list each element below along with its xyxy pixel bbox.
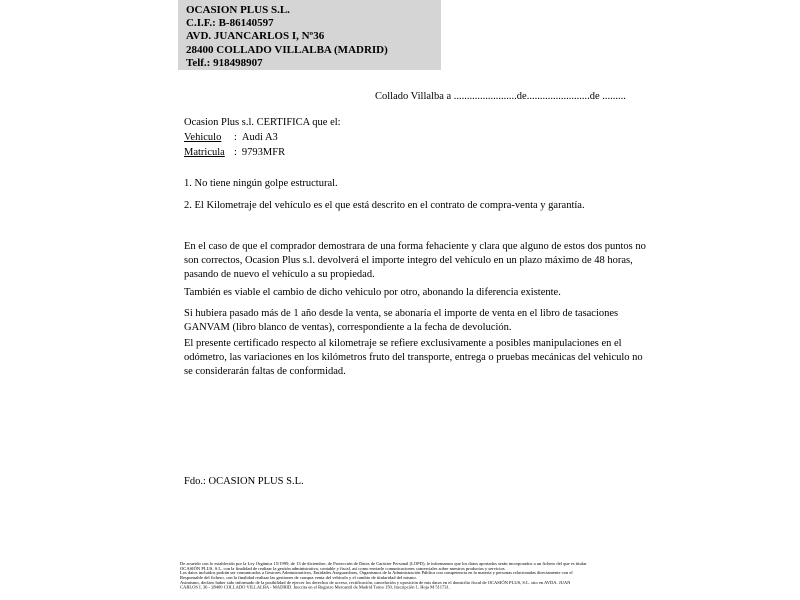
paragraph-exchange-option <box>184 286 561 300</box>
paragraph-line: son correctos, Ocasion Plus s.l. devolverá el importe integro del vehículo en un plazo máximo de 48 horas, <box>184 255 633 266</box>
paragraph-line: GANVAM (libro blanco de ventas), correspondiente a la fecha de devolución. <box>184 322 512 333</box>
plate-separator: : <box>234 147 237 158</box>
legal-line: OCASIÓN PLUS, S.L. con la finalidad de realizar la gestión administrativa, contable y fiscal, así como enviarle comunicaciones comerciales sobre nuestros productos y servicios. <box>180 566 506 572</box>
paragraph-refund-policy <box>184 240 646 282</box>
vehicle-separator: : <box>234 132 237 143</box>
legal-line: Responsable del fichero, con la finalidad realizar las gestiones de compra venta del vehículo y el cambio de titularidad del mismo. <box>180 575 417 581</box>
signature-line: Fdo.: OCASION PLUS S.L. <box>184 476 304 487</box>
certify-statement: Ocasion Plus s.l. CERTIFICA que el: <box>184 117 341 128</box>
legal-line: CARLOS I, 36 - 28400 COLLADO VILLALBA - MADRID. Inscrita en el Registro Mercantil de Madrid Tomo 150, Inscripción 1, Hoja M 511731. <box>180 585 450 590</box>
vehicle-field <box>184 132 278 143</box>
paragraph-odometer-disclaimer <box>184 337 643 379</box>
paragraph-ganvam-valuation <box>184 307 618 335</box>
paragraph-line: En el caso de que el comprador demostrara de una forma fehaciente y clara que alguno de estos dos puntos no <box>184 241 646 252</box>
plate-field <box>184 147 285 158</box>
company-name: OCASION PLUS S.L. <box>186 4 290 16</box>
paragraph-line: El presente certificado respecto al kilometraje se refiere exclusivamente a posibles manipulaciones en el <box>184 338 622 349</box>
vehicle-value: Audi A3 <box>241 132 278 143</box>
legal-line: De acuerdo con lo establecido por la Ley Orgánica 15/1999, de 13 de diciembre, de Protección de Datos de Carácter Personal (LOPD), le informamos que los datos aportados serán incorporados a un fichero del que es titular <box>180 561 587 567</box>
date-line: Collado Villalba a ........................de........................de ......... <box>375 91 626 102</box>
legal-footer <box>180 562 626 590</box>
paragraph-line: odómetro, las variaciones en los kilómetros fruto del transporte, entrega o pruebas mecánicas del vehiculo no <box>184 352 643 363</box>
paragraph-line: pasando de nuevo el vehículo a su propiedad. <box>184 269 375 280</box>
plate-label: Matricula <box>184 147 225 158</box>
company-header-box <box>178 0 441 70</box>
company-city: 28400 COLLADO VILLALBA (MADRID) <box>186 43 388 56</box>
condition-item-2: 2. El Kilometraje del vehículo es el que está descrito en el contrato de compra-venta y garantía. <box>184 200 585 211</box>
condition-item-1: 1. No tiene ningún golpe estructural. <box>184 178 338 189</box>
company-phone: Telf.: 918498907 <box>186 56 263 69</box>
company-cif: C.I.F.: B-86140597 <box>186 17 274 30</box>
paragraph-line: También es viable el cambio de dicho vehiculo por otro, abonando la diferencia existente. <box>184 287 561 298</box>
legal-line: Los datos incluidos podrán ser comunicados a Gestores Administrativos, Entidades Aseguradoras, Organismos de la Administración Pública con competencia en la materia y personas relacionadas directamente con el <box>180 570 573 576</box>
company-address: AVD. JUANCARLOS I, Nº36 <box>186 30 325 43</box>
vehicle-label: Vehiculo <box>184 132 222 143</box>
legal-line: Asimismo, declaro haber sido informado de la posibilidad de ejercer los derechos de acceso, rectificación, cancelación y oposición de mis datos en el domicilio fiscal de OCASIÓN PLUS, S.L. sito en AVDA. JUAN <box>180 580 571 586</box>
paragraph-line: Si hubiera pasado más de 1 año desde la venta, se abonaría el importe de venta en el libro de tasaciones <box>184 308 619 319</box>
paragraph-line: se considerarán faltas de conformidad. <box>184 366 346 377</box>
plate-value: 9793MFR <box>241 147 286 158</box>
